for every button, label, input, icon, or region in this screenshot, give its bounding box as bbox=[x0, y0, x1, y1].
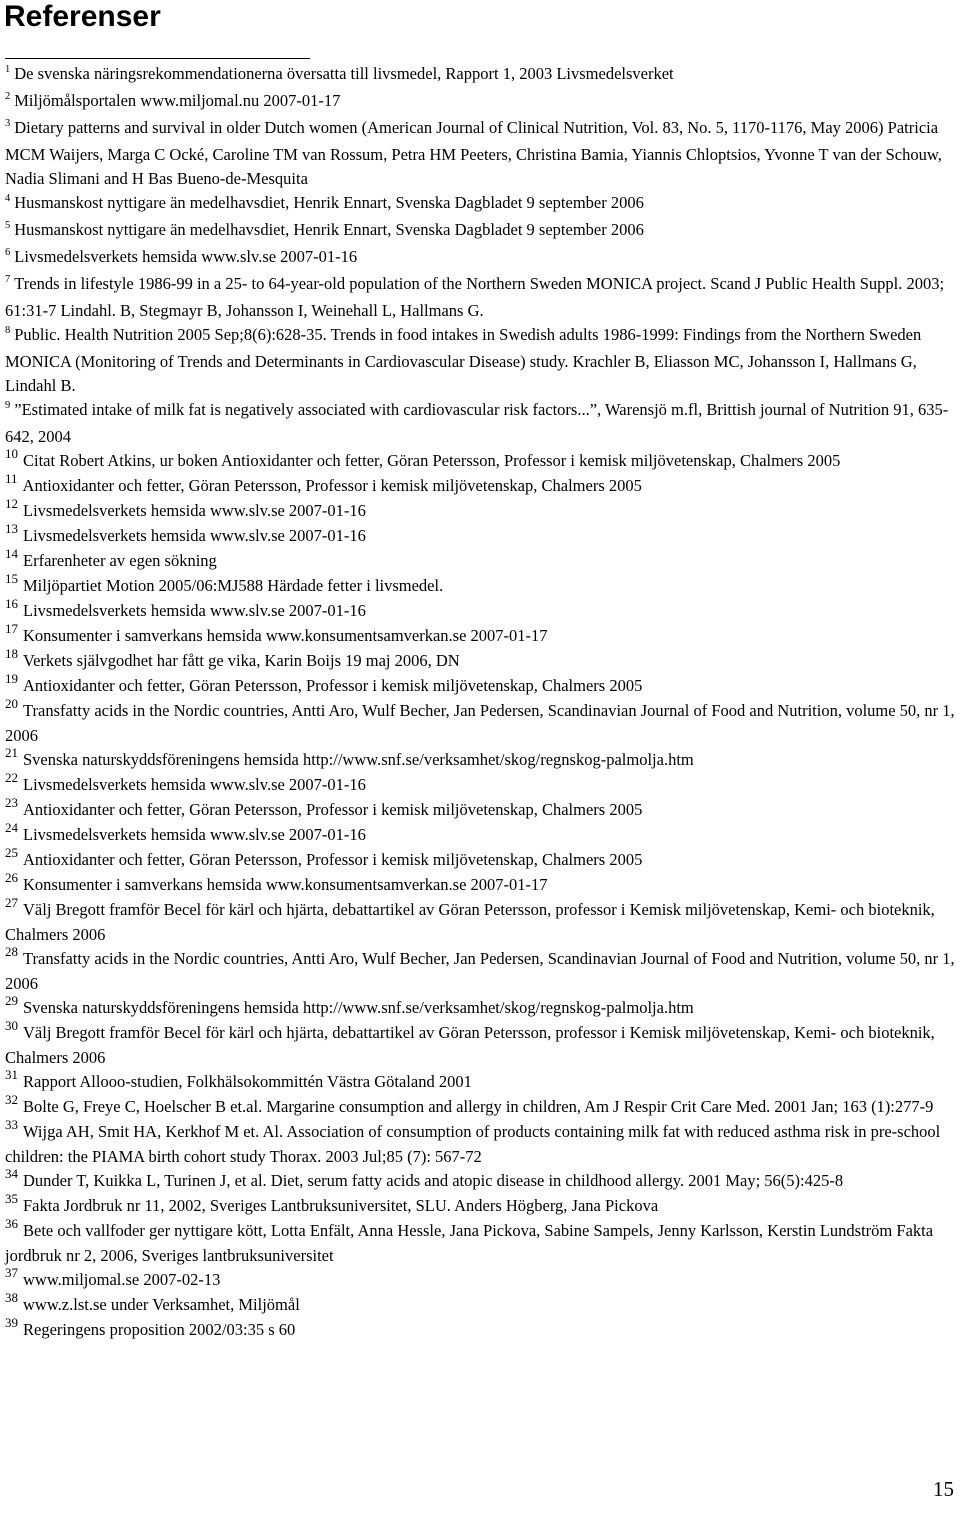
reference-item bbox=[5, 820, 957, 848]
reference-number: 16 bbox=[5, 596, 18, 611]
reference-item bbox=[5, 596, 957, 624]
reference-item bbox=[5, 671, 957, 699]
reference-text: Dunder T, Kuikka L, Turinen J, et al. Diet, serum fatty acids and atopic disease in childhood allergy. 2001 May; 56(5):425-8 bbox=[23, 1171, 844, 1190]
reference-text: Konsumenter i samverkans hemsida www.konsumentsamverkan.se 2007-01-17 bbox=[23, 626, 548, 645]
reference-text: Rapport Allooo-studien, Folkhälsokommittén Västra Götaland 2001 bbox=[23, 1072, 472, 1091]
reference-text: De svenska näringsrekommendationerna översatta till livsmedel, Rapport 1, 2003 Livsmedelsverket bbox=[14, 64, 674, 83]
reference-number: 17 bbox=[5, 621, 18, 636]
reference-number: 35 bbox=[5, 1191, 18, 1206]
reference-text: Trends in lifestyle 1986-99 in a 25- to 64-year-old population of the Northern Sweden MONICA project. Scand J Public Health Suppl. 2003; 61:31-7 Lindahl. B, Stegmayr B, Johansson I, Weinehall L, Hallmans G. bbox=[5, 274, 945, 320]
reference-number: 9 bbox=[5, 400, 11, 411]
reference-number: 12 bbox=[5, 496, 18, 511]
reference-item bbox=[5, 621, 957, 649]
reference-item bbox=[5, 116, 957, 191]
reference-text: Välj Bregott framför Becel för kärl och hjärta, debattartikel av Göran Petersson, professor i Kemisk miljövetenskap, Kemi- och bioteknik, Chalmers 2006 bbox=[5, 900, 935, 944]
reference-text: Verkets självgodhet har fått ge vika, Karin Boijs 19 maj 2006, DN bbox=[23, 651, 460, 670]
reference-number: 3 bbox=[5, 118, 11, 129]
reference-text: Fakta Jordbruk nr 11, 2002, Sveriges Lantbruksuniversitet, SLU. Anders Högberg, Jana Pickova bbox=[23, 1196, 659, 1215]
reference-number: 2 bbox=[5, 91, 11, 102]
reference-text: Livsmedelsverkets hemsida www.slv.se 2007-01-16 bbox=[23, 775, 366, 794]
reference-number: 1 bbox=[5, 64, 11, 75]
reference-text: Wijga AH, Smit HA, Kerkhof M et. Al. Association of consumption of products containing milk fat with reduced asthma risk in pre-school children: the PIAMA birth cohort study Thorax. 2003 Jul;85 (7): 567-72 bbox=[5, 1122, 941, 1166]
reference-number: 10 bbox=[5, 446, 18, 461]
reference-text: Välj Bregott framför Becel för kärl och hjärta, debattartikel av Göran Petersson, professor i Kemisk miljövetenskap, Kemi- och bioteknik, Chalmers 2006 bbox=[5, 1023, 935, 1067]
reference-item bbox=[5, 1166, 957, 1194]
reference-item bbox=[5, 944, 957, 996]
reference-text: Erfarenheter av egen sökning bbox=[23, 551, 217, 570]
reference-number: 23 bbox=[5, 795, 18, 810]
reference-text: Antioxidanter och fetter, Göran Petersson, Professor i kemisk miljövetenskap, Chalmers 2005 bbox=[23, 850, 643, 869]
reference-text: Citat Robert Atkins, ur boken Antioxidanter och fetter, Göran Petersson, Professor i kemisk miljövetenskap, Chalmers 2005 bbox=[23, 451, 841, 470]
reference-text: Livsmedelsverkets hemsida www.slv.se 2007-01-16 bbox=[23, 526, 366, 545]
reference-number: 28 bbox=[5, 944, 18, 959]
reference-item bbox=[5, 245, 957, 272]
reference-item bbox=[5, 496, 957, 524]
reference-item bbox=[5, 446, 957, 474]
reference-text: Livsmedelsverkets hemsida www.slv.se 2007-01-16 bbox=[23, 825, 366, 844]
reference-number: 24 bbox=[5, 820, 18, 835]
reference-text: ”Estimated intake of milk fat is negatively associated with cardiovascular risk factors...”, Warensjö m.fl, Brittish journal of Nutrition 91, 635-642, 2004 bbox=[5, 400, 949, 446]
reference-item bbox=[5, 191, 957, 218]
reference-item bbox=[5, 272, 957, 323]
reference-text: Antioxidanter och fetter, Göran Petersson, Professor i kemisk miljövetenskap, Chalmers 2005 bbox=[22, 476, 642, 495]
reference-text: Husmanskost nyttigare än medelhavsdiet, Henrik Ennart, Svenska Dagbladet 9 september 2006 bbox=[14, 220, 644, 239]
reference-text: Transfatty acids in the Nordic countries, Antti Aro, Wulf Becher, Jan Pedersen, Scandinavian Journal of Food and Nutrition, volume 50, nr 1, 2006 bbox=[5, 701, 955, 745]
reference-item bbox=[5, 1018, 957, 1070]
reference-number: 14 bbox=[5, 546, 18, 561]
reference-item bbox=[5, 1092, 957, 1120]
reference-text: Transfatty acids in the Nordic countries, Antti Aro, Wulf Becher, Jan Pedersen, Scandinavian Journal of Food and Nutrition, volume 50, nr 1, 2006 bbox=[5, 949, 955, 993]
reference-number: 37 bbox=[5, 1265, 18, 1280]
reference-item bbox=[5, 398, 957, 449]
reference-text: Dietary patterns and survival in older Dutch women (American Journal of Clinical Nutrition, Vol. 83, No. 5, 1170-1176, May 2006) Patricia MCM Waijers, Marga C Ocké, Caroline TM van Rossum, Petra HM Peeters, Christina Bamia, Yiannis Chloptsios, Yvonne T van der Schouw, Nadia Slimani and H Bas Bueno-de-Mesquita bbox=[5, 118, 942, 188]
reference-text: Antioxidanter och fetter, Göran Petersson, Professor i kemisk miljövetenskap, Chalmers 2005 bbox=[23, 676, 643, 695]
reference-number: 32 bbox=[5, 1092, 18, 1107]
reference-number: 6 bbox=[5, 247, 11, 258]
reference-item bbox=[5, 845, 957, 873]
reference-text: Svenska naturskyddsföreningens hemsida http://www.snf.se/verksamhet/skog/regnskog-palmolja.htm bbox=[23, 998, 694, 1017]
reference-text: Livsmedelsverkets hemsida www.slv.se 2007-01-16 bbox=[23, 601, 366, 620]
reference-number: 19 bbox=[5, 671, 18, 686]
reference-item bbox=[5, 89, 957, 116]
reference-number: 18 bbox=[5, 646, 18, 661]
reference-number: 22 bbox=[5, 770, 18, 785]
reference-item bbox=[5, 62, 957, 89]
reference-item bbox=[5, 1117, 957, 1169]
reference-text: Public. Health Nutrition 2005 Sep;8(6):628-35. Trends in food intakes in Swedish adults 1986-1999: Findings from the Northern Sweden MONICA (Monitoring of Trends and Determinants in Cardiovascular Disease) study. Krachler B, Eliasson MC, Johansson I, Hallmans G, Lindahl B. bbox=[5, 325, 922, 395]
reference-text: www.miljomal.se 2007-02-13 bbox=[23, 1270, 221, 1289]
reference-number: 8 bbox=[5, 325, 11, 336]
reference-text: Konsumenter i samverkans hemsida www.konsumentsamverkan.se 2007-01-17 bbox=[23, 875, 548, 894]
reference-text: Miljöpartiet Motion 2005/06:MJ588 Härdade fetter i livsmedel. bbox=[23, 576, 444, 595]
reference-number: 15 bbox=[5, 571, 18, 586]
reference-text: Husmanskost nyttigare än medelhavsdiet, Henrik Ennart, Svenska Dagbladet 9 september 2006 bbox=[14, 193, 644, 212]
reference-number: 39 bbox=[5, 1315, 18, 1330]
reference-item bbox=[5, 1290, 957, 1318]
reference-number: 20 bbox=[5, 696, 18, 711]
reference-item bbox=[5, 696, 957, 748]
reference-item bbox=[5, 1216, 957, 1268]
reference-text: Svenska naturskyddsföreningens hemsida http://www.snf.se/verksamhet/skog/regnskog-palmolja.htm bbox=[23, 750, 694, 769]
reference-item bbox=[5, 218, 957, 245]
reference-number: 7 bbox=[5, 274, 11, 285]
reference-number: 25 bbox=[5, 845, 18, 860]
reference-text: Bolte G, Freye C, Hoelscher B et.al. Margarine consumption and allergy in children, Am J Respir Crit Care Med. 2001 Jan; 163 (1):277-9 bbox=[23, 1097, 934, 1116]
reference-item bbox=[5, 770, 957, 798]
reference-number: 21 bbox=[5, 745, 18, 760]
reference-list bbox=[5, 62, 957, 1343]
reference-number: 36 bbox=[5, 1216, 18, 1231]
reference-number: 5 bbox=[5, 220, 11, 231]
reference-number: 38 bbox=[5, 1290, 18, 1305]
page-heading: Referenser bbox=[4, 0, 161, 33]
reference-number: 13 bbox=[5, 521, 18, 536]
reference-number: 27 bbox=[5, 895, 18, 910]
reference-item bbox=[5, 1067, 957, 1095]
reference-number: 31 bbox=[5, 1067, 18, 1082]
reference-number: 30 bbox=[5, 1018, 18, 1033]
reference-item bbox=[5, 895, 957, 947]
reference-item bbox=[5, 471, 957, 499]
reference-item bbox=[5, 795, 957, 823]
reference-item bbox=[5, 745, 957, 773]
reference-item bbox=[5, 323, 957, 398]
reference-number: 34 bbox=[5, 1166, 18, 1181]
reference-item bbox=[5, 1315, 957, 1343]
reference-text: Regeringens proposition 2002/03:35 s 60 bbox=[23, 1320, 296, 1339]
reference-number: 29 bbox=[5, 993, 18, 1008]
reference-item bbox=[5, 1265, 957, 1293]
reference-text: Miljömålsportalen www.miljomal.nu 2007-01-17 bbox=[14, 91, 341, 110]
reference-text: Livsmedelsverkets hemsida www.slv.se 2007-01-16 bbox=[14, 247, 358, 266]
reference-number: 33 bbox=[5, 1117, 18, 1132]
reference-text: www.z.lst.se under Verksamhet, Miljömål bbox=[23, 1295, 300, 1314]
reference-text: Antioxidanter och fetter, Göran Petersson, Professor i kemisk miljövetenskap, Chalmers 2005 bbox=[23, 800, 643, 819]
reference-number: 26 bbox=[5, 870, 18, 885]
reference-item bbox=[5, 521, 957, 549]
reference-item bbox=[5, 993, 957, 1021]
page-number: 15 bbox=[933, 1477, 954, 1501]
reference-item bbox=[5, 1191, 957, 1219]
reference-item bbox=[5, 870, 957, 898]
reference-text: Bete och vallfoder ger nyttigare kött, Lotta Enfält, Anna Hessle, Jana Pickova, Sabine Sampels, Jenny Karlsson, Kerstin Lundström Fakta jordbruk nr 2, 2006, Sveriges lantbruksuniversitet bbox=[5, 1221, 934, 1265]
reference-item bbox=[5, 571, 957, 599]
reference-item bbox=[5, 646, 957, 674]
footnote-separator bbox=[5, 58, 310, 59]
reference-number: 4 bbox=[5, 193, 11, 204]
reference-text: Livsmedelsverkets hemsida www.slv.se 2007-01-16 bbox=[23, 501, 366, 520]
reference-number: 11 bbox=[5, 471, 18, 486]
reference-item bbox=[5, 546, 957, 574]
